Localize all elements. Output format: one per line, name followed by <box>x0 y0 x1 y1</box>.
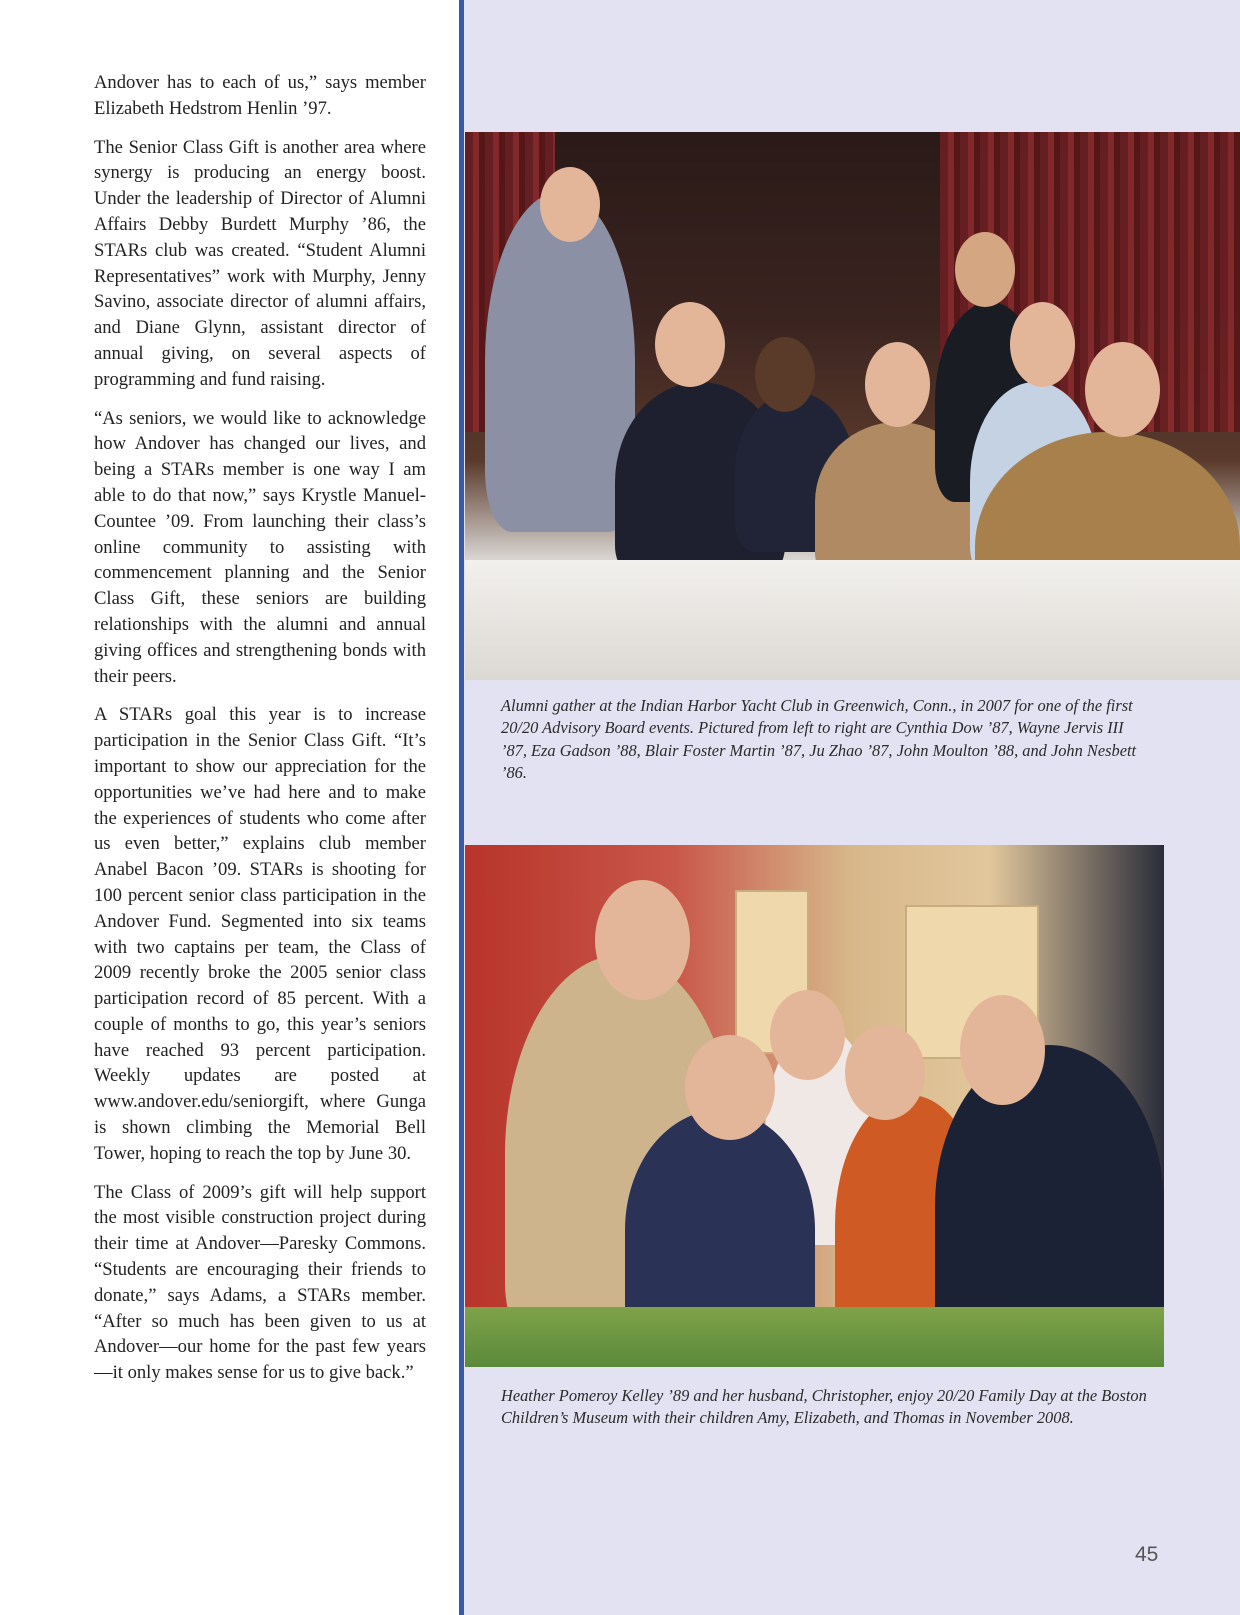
photo-caption: Alumni gather at the Indian Harbor Yacht Club in Greenwich, Conn., in 2007 for one of the first 20/20 Advisory Board events. Pictured from left to right are Cynthia Dow ’87, Wayne Jervis III ’87, Eza Gadson ’88, Blair Foster Martin ’87, Ju Zhao ’87, John Moulton ’88, and John Nesbett ’86. <box>501 696 1137 783</box>
person-head <box>685 1035 775 1140</box>
article-paragraph: “As seniors, we would like to acknowledge how Andover has changed our lives, and being a STARs member is one way I am able to do that now,” says Krystle Manuel-Countee ’09. From launching their class’s online community to assisting with commencement planning and the Senior Class Gift, these seniors are building relationships with the alumni and annual giving offices and strengthening bonds with their peers. <box>94 407 426 687</box>
person-figure <box>485 192 635 532</box>
article-body <box>94 70 426 1399</box>
article-paragraph: Andover has to each of us,” says member Elizabeth Hedstrom Henlin ’97. <box>94 72 426 119</box>
person-head <box>845 1025 925 1120</box>
person-head <box>770 990 845 1080</box>
person-head <box>1085 342 1160 437</box>
person-head <box>960 995 1045 1105</box>
page-number: 45 <box>1135 1543 1159 1566</box>
person-head <box>540 167 600 242</box>
article-paragraph: The Class of 2009’s gift will help support the most visible construction project during their time at Andover—Paresky Commons. “Students are encouraging their friends to donate,” says Adams, a STARs member. “After so much has been given to us at Andover—our home for the past few years—it only makes sense for us to give back.” <box>94 1181 426 1384</box>
photo-caption: Heather Pomeroy Kelley ’89 and her husband, Christopher, enjoy 20/20 Family Day at the Boston Children’s Museum with their children Amy, Elizabeth, and Thomas in November 2008. <box>501 1386 1147 1428</box>
person-head <box>955 232 1015 307</box>
person-head <box>1010 302 1075 387</box>
article-paragraph: A STARs goal this year is to increase participation in the Senior Class Gift. “It’s important to show our appreciation for the opportunities we’ve had here and to make the experiences of students who come after us even better,” explains club member Anabel Bacon ’09. STARs is shooting for 100 percent senior class participation in the Andover Fund. Segmented into six teams with two captains per team, the Class of 2009 recently broke the 2005 senior class participation record of 85 percent. With a couple of months to go, this year’s seniors have reached 93 percent participation. Weekly updates are posted at www.andover.edu/seniorgift, where Gunga is shown climbing the Memorial Bell Tower, hoping to reach the top by June 30. <box>94 704 426 1164</box>
table <box>465 560 1240 680</box>
person-head <box>865 342 930 427</box>
alumni-gathering-photo <box>465 132 1240 680</box>
family-day-photo <box>465 845 1164 1367</box>
person-head <box>755 337 815 412</box>
floor <box>465 1307 1164 1367</box>
person-head <box>595 880 690 1000</box>
article-paragraph: The Senior Class Gift is another area where synergy is producing an energy boost. Under the leadership of Director of Alumni Affairs Debby Burdett Murphy ’86, the STARs club was created. “Student Alumni Representatives” work with Murphy, Jenny Savino, associate director of alumni affairs, and Diane Glynn, assistant director of annual giving, on several aspects of programming and fund raising. <box>94 136 426 390</box>
person-head <box>655 302 725 387</box>
